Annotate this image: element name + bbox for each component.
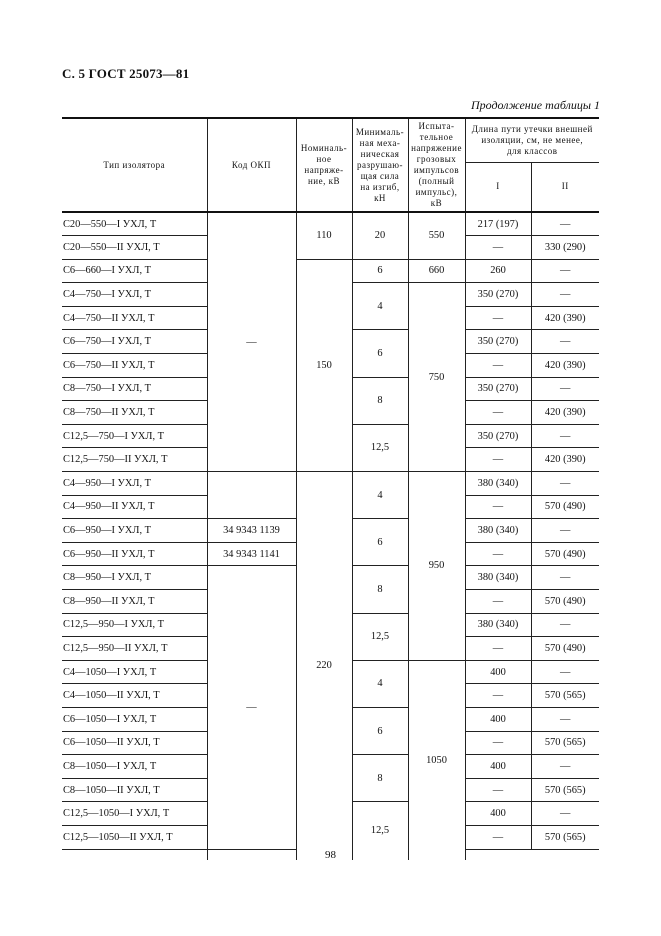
leakage-class-1: 260 [465,259,531,283]
page-header: С. 5 ГОСТ 25073—81 [62,66,190,81]
leakage-class-2: 420 (390) [531,306,599,330]
leakage-class-1: 217 (197) [465,212,531,236]
leakage-class-2: 420 (390) [531,354,599,378]
leakage-class-1: — [465,236,531,260]
insulator-type: С12,5—1050—I УХЛ, Т [62,802,207,826]
leakage-class-1: 400 [465,755,531,779]
page-number: 98 [325,849,336,861]
leakage-class-2: — [531,707,599,731]
insulator-type: С8—1050—II УХЛ, Т [62,778,207,802]
okp-code-blank [207,472,296,519]
leakage-class-1: 400 [465,660,531,684]
leakage-class-2: 330 (290) [531,236,599,260]
insulator-type: С12,5—750—I УХЛ, Т [62,424,207,448]
leakage-class-2: — [531,377,599,401]
leakage-class-1: 350 (270) [465,330,531,354]
insulator-type: С12,5—950—I УХЛ, Т [62,613,207,637]
leakage-class-1: — [465,542,531,566]
leakage-class-1: 350 (270) [465,283,531,307]
insulator-type: С12,5—750—II УХЛ, Т [62,448,207,472]
insulator-type: С6—750—II УХЛ, Т [62,354,207,378]
bending-force: 6 [352,330,408,377]
leakage-class-2: — [531,330,599,354]
okp-code: — [207,566,296,849]
col-header-okp: Код ОКП [207,118,296,212]
insulator-table [62,117,599,860]
leakage-class-1: — [465,401,531,425]
leakage-class-2: — [531,613,599,637]
leakage-class-2: 570 (565) [531,731,599,755]
insulator-type: С8—750—II УХЛ, Т [62,401,207,425]
insulator-type: С12,5—1050—II УХЛ, Т [62,825,207,849]
rated-voltage: 110 [296,212,352,259]
leakage-class-1: — [465,825,531,849]
insulator-type: С12,5—950—II УХЛ, Т [62,637,207,661]
impulse-voltage: 1050 [408,660,465,859]
rated-voltage: 220 [296,472,352,860]
leakage-class-1: — [465,637,531,661]
bending-force: 20 [352,212,408,259]
col-header-class-1: I [465,162,531,212]
insulator-type: С6—660—I УХЛ, Т [62,259,207,283]
bending-force: 12,5 [352,424,408,471]
bending-force: 8 [352,566,408,613]
leakage-class-2: 420 (390) [531,448,599,472]
insulator-type: С8—750—I УХЛ, Т [62,377,207,401]
impulse-voltage: 750 [408,283,465,472]
leakage-class-1: — [465,495,531,519]
leakage-class-2: — [531,424,599,448]
bending-force: 8 [352,377,408,424]
leakage-class-2: — [531,283,599,307]
insulator-type: С20—550—II УХЛ, Т [62,236,207,260]
insulator-type: С8—950—I УХЛ, Т [62,566,207,590]
bending-force: 4 [352,283,408,330]
leakage-class-2: 570 (490) [531,637,599,661]
col-header-class-2: II [531,162,599,212]
leakage-class-2: — [531,566,599,590]
table-row [62,259,599,283]
leakage-class-2: — [531,755,599,779]
okp-code: — [207,212,296,472]
insulator-type: С6—750—I УХЛ, Т [62,330,207,354]
leakage-class-1: 400 [465,707,531,731]
insulator-type: С4—950—I УХЛ, Т [62,472,207,496]
bending-force: 12,5 [352,802,408,860]
leakage-class-1: — [465,731,531,755]
leakage-class-2: 570 (565) [531,825,599,849]
bending-force: 4 [352,472,408,519]
leakage-class-2: 420 (390) [531,401,599,425]
leakage-class-1: 380 (340) [465,613,531,637]
bending-force: 8 [352,755,408,802]
insulator-type: С8—1050—I УХЛ, Т [62,755,207,779]
col-header-leakage: Длина пути утечки внешней изоляции, см, не менее, для классов [465,118,599,162]
insulator-type: С4—1050—I УХЛ, Т [62,660,207,684]
leakage-class-1: 380 (340) [465,472,531,496]
leakage-class-1: — [465,354,531,378]
insulator-type: С8—950—II УХЛ, Т [62,590,207,614]
rated-voltage: 150 [296,259,352,471]
leakage-class-2: 570 (490) [531,495,599,519]
insulator-type: С4—750—I УХЛ, Т [62,283,207,307]
leakage-class-1: 350 (270) [465,424,531,448]
table-row [62,212,599,236]
leakage-class-1: — [465,306,531,330]
insulator-type: С6—950—II УХЛ, Т [62,542,207,566]
leakage-class-2: — [531,519,599,543]
col-header-impulse: Испыта- тельное напряжение грозовых импульсов (полный импульс), кВ [408,118,465,212]
leakage-class-1: 350 (270) [465,377,531,401]
col-header-voltage: Номиналь- ное напряже- ние, кВ [296,118,352,212]
insulator-type: С4—1050—II УХЛ, Т [62,684,207,708]
leakage-class-2: 570 (565) [531,778,599,802]
insulator-type: С6—1050—I УХЛ, Т [62,707,207,731]
okp-code: 34 9343 1139 [207,519,296,543]
col-header-type: Тип изолятора [62,118,207,212]
insulator-type: С6—1050—II УХЛ, Т [62,731,207,755]
leakage-class-1: — [465,778,531,802]
leakage-class-2: 570 (490) [531,590,599,614]
bending-force: 6 [352,707,408,754]
insulator-type: С6—950—I УХЛ, Т [62,519,207,543]
insulator-type: С4—750—II УХЛ, Т [62,306,207,330]
insulator-type: С4—950—II УХЛ, Т [62,495,207,519]
leakage-class-2: — [531,660,599,684]
leakage-class-2: — [531,259,599,283]
table-caption: Продолжение таблицы 1 [470,98,600,112]
bending-force: 6 [352,259,408,283]
leakage-class-1: 400 [465,802,531,826]
leakage-class-1: 380 (340) [465,566,531,590]
leakage-class-1: — [465,684,531,708]
leakage-class-1: 380 (340) [465,519,531,543]
leakage-class-2: 570 (565) [531,684,599,708]
leakage-class-1: — [465,590,531,614]
impulse-voltage: 950 [408,472,465,661]
insulator-type: С20—550—I УХЛ, Т [62,212,207,236]
col-header-force: Минималь- ная меха- ническая разрушаю- щая сила на изгиб, кН [352,118,408,212]
okp-code: 34 9343 1141 [207,542,296,566]
leakage-class-2: — [531,472,599,496]
leakage-class-2: 570 (490) [531,542,599,566]
impulse-voltage: 660 [408,259,465,283]
table-row [62,472,599,496]
leakage-class-2: — [531,212,599,236]
leakage-class-1: — [465,448,531,472]
bending-force: 4 [352,660,408,707]
bending-force: 6 [352,519,408,566]
leakage-class-2: — [531,802,599,826]
bending-force: 12,5 [352,613,408,660]
impulse-voltage: 550 [408,212,465,259]
